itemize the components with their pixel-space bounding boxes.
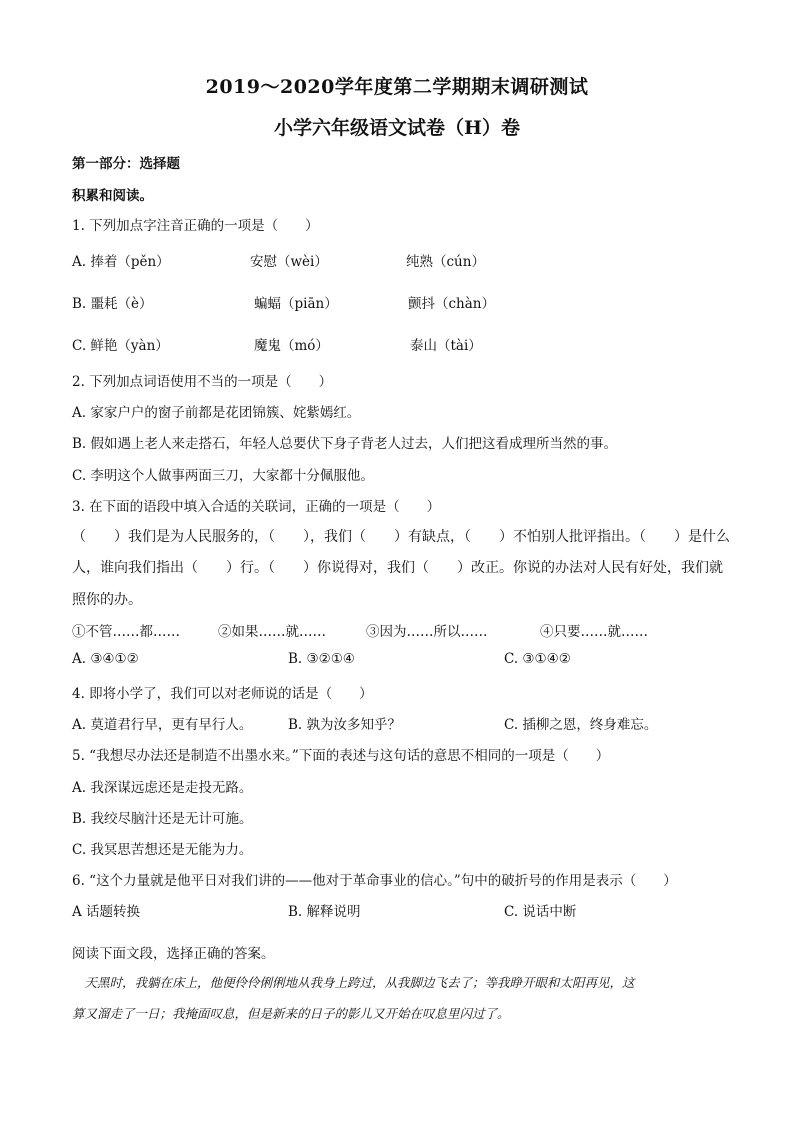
- part-heading: 第一部分：选择题: [72, 156, 180, 172]
- q1-c-1: C. 鲜艳（yàn）: [72, 338, 169, 354]
- exam-title: 2019～2020学年度第二学期期末调研测试: [205, 76, 589, 98]
- q1-c-2: 魔鬼（mó）: [254, 338, 329, 354]
- q2-stem: 2. 下列加点词语使用不当的一项是（ ）: [72, 374, 333, 390]
- q5-option-b: B. 我绞尽脑汁还是无计可施。: [72, 811, 253, 827]
- q3-word-2: ②如果……就……: [218, 624, 326, 640]
- q3-word-1: ①不管……都……: [72, 624, 180, 640]
- q3-option-a: A. ③④①②: [72, 651, 139, 667]
- q4-option-c: C. 插柳之恩，终身难忘。: [504, 717, 658, 733]
- q6-stem: 6. “这个力量就是他平日对我们讲的——他对于革命事业的信心。”句中的破折号的作用是表示（ ）: [72, 873, 677, 889]
- q6-option-b: B. 解释说明: [288, 904, 361, 920]
- q5-option-c: C. 我冥思苦想还是无能为力。: [72, 842, 253, 858]
- q3-word-3: ③因为……所以……: [366, 624, 488, 640]
- section-heading: 积累和阅读。: [72, 188, 153, 204]
- exam-subtitle: 小学六年级语文试卷（H）卷: [274, 117, 520, 139]
- reading-passage-line-2: 算又溜走了一日；我掩面叹息，但是新来的日子的影儿又开始在叹息里闪过了。: [72, 1006, 510, 1021]
- q2-option-b: B. 假如遇上老人来走搭石，年轻人总要伏下身子背老人过去，人们把这看成理所当然的事。: [72, 436, 618, 452]
- q3-word-4: ④只要……就……: [540, 624, 648, 640]
- q1-c-3: 泰山（tài）: [410, 338, 482, 354]
- q1-a-2: 安慰（wèi）: [250, 254, 328, 270]
- q3-passage-line-3: 照你的办。: [72, 592, 142, 608]
- q1-a-3: 纯熟（cún）: [406, 254, 485, 270]
- q4-option-b: B. 孰为汝多知乎？: [288, 717, 402, 733]
- q3-option-b: B. ③②①④: [288, 651, 355, 667]
- q4-stem: 4. 即将小学了，我们可以对老师说的话是（ ）: [72, 686, 373, 702]
- q1-b-1: B. 噩耗（è）: [72, 296, 153, 312]
- q2-option-c: C. 李明这个人做事两面三刀，大家都十分佩服他。: [72, 468, 374, 484]
- q4-option-a: A. 莫道君行早，更有早行人。: [72, 717, 253, 733]
- reading-passage-line-1: 天黑时，我躺在床上，他便伶伶俐俐地从我身上跨过，从我脚边飞去了；等我睁开眼和太阳再见，这: [72, 975, 635, 990]
- q3-stem: 3. 在下面的语段中填入合适的关联词，正确的一项是（ ）: [72, 499, 441, 515]
- reading-instruction: 阅读下面文段，选择正确的答案。: [72, 946, 275, 962]
- q5-option-a: A. 我深谋远虑还是走投无路。: [72, 780, 253, 796]
- q3-passage-line-2: 人，谁向我们指出（ ）行。（ ）你说得对，我们（ ）改正。你说的办法对人民有好处，我们就: [72, 560, 723, 576]
- q1-stem: 1. 下列加点字注音正确的一项是（ ）: [72, 218, 319, 234]
- q5-stem: 5. “我想尽办法还是制造不出墨水来。”下面的表述与这句话的意思不相同的一项是（ ）: [72, 748, 610, 764]
- q6-option-a: A 话题转换: [72, 904, 141, 920]
- q3-option-c: C. ③①④②: [504, 651, 571, 667]
- q1-b-3: 颤抖（chàn）: [408, 296, 495, 312]
- q1-b-2: 蝙蝠（piān）: [254, 296, 338, 312]
- q2-option-a: A. 家家户户的窗子前都是花团锦簇、姹紫嫣红。: [72, 405, 361, 421]
- q1-a-1: A. 捧着（pěn）: [72, 254, 170, 270]
- q3-passage-line-1: （ ）我们是为人民服务的，（ ），我们（ ）有缺点，（ ）不怕别人批评指出。（ ）是什么: [72, 529, 730, 545]
- q6-option-c: C. 说话中断: [504, 904, 577, 920]
